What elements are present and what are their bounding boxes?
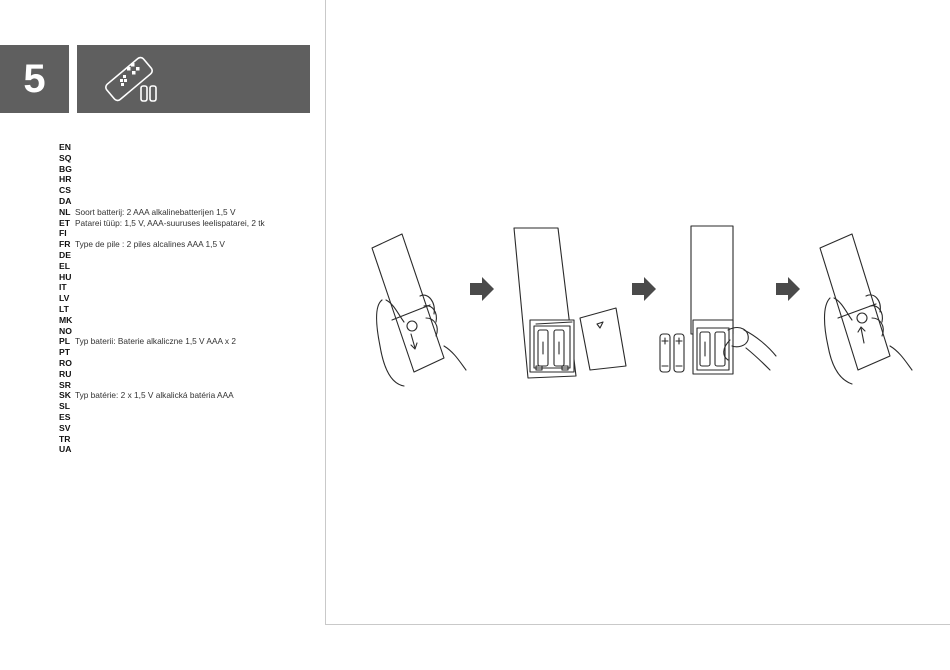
language-code: TR (59, 433, 71, 444)
language-code: FI (59, 228, 67, 239)
step-4-slide-cover-up (820, 234, 912, 384)
language-code: ET (59, 217, 70, 228)
step-3-insert-batteries (660, 226, 776, 374)
arrow-right-icon (632, 277, 656, 301)
language-code: DA (59, 195, 72, 206)
language-code: SK (59, 390, 71, 401)
language-code: SQ (59, 152, 72, 163)
language-code: EL (59, 260, 70, 271)
battery-type-text: Typ baterii: Baterie alkaliczne 1,5 V AAA x 2 (75, 336, 236, 347)
language-code: PT (59, 347, 70, 358)
arrow-right-icon (470, 277, 494, 301)
language-code: SL (59, 401, 70, 412)
step-1-slide-cover-down (372, 234, 466, 386)
language-code: NL (59, 206, 71, 217)
language-code: RO (59, 357, 72, 368)
language-code: MK (59, 314, 73, 325)
language-code: SR (59, 379, 71, 390)
language-code: CS (59, 185, 71, 196)
step-number: 5 (23, 56, 46, 101)
language-code: HU (59, 271, 72, 282)
battery-type-text: Patarei tüüp: 1,5 V, AAA-suuruses leelispatarei, 2 tk (75, 217, 265, 228)
language-code: NO (59, 325, 72, 336)
language-code: IT (59, 282, 67, 293)
battery-type-text: Typ batérie: 2 x 1,5 V alkalická batéria AAA (75, 390, 234, 401)
language-code: FR (59, 239, 71, 250)
language-code: LV (59, 293, 70, 304)
language-code: UA (59, 444, 72, 455)
battery-type-text: Type de pile : 2 piles alcalines AAA 1,5 V (75, 239, 225, 250)
language-code: SV (59, 422, 71, 433)
language-code: ES (59, 411, 71, 422)
battery-type-text: Soort batterij: 2 AAA alkalinebatterijen 1,5 V (75, 206, 236, 217)
language-code: BG (59, 163, 72, 174)
language-code: HR (59, 174, 72, 185)
language-code: PL (59, 336, 70, 347)
language-code: RU (59, 368, 72, 379)
language-code: LT (59, 303, 69, 314)
arrow-right-icon (776, 277, 800, 301)
step-2-open-compartment (514, 228, 626, 378)
language-code: EN (59, 142, 71, 152)
language-code: DE (59, 249, 71, 260)
